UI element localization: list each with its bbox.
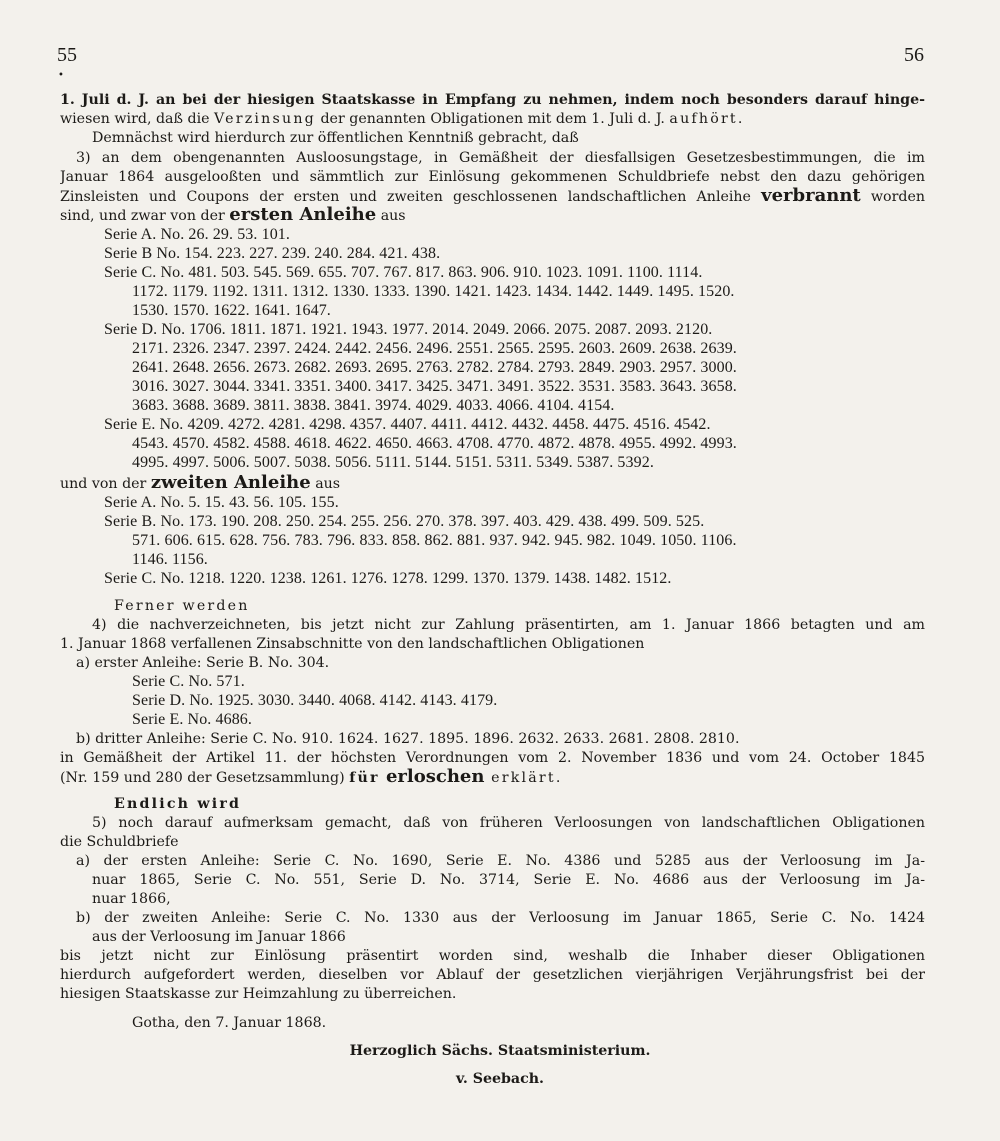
page-number-left: 55 bbox=[57, 44, 77, 66]
para4-line1: 4) die nachverzeichneten, bis jetzt nicht zur Zahlung präsentirten, am 1. Januar 1866 betagten und am bbox=[92, 617, 925, 633]
para1-line1: 1. Juli d. J. an bei der hiesigen Staatskasse in Empfang zu nehmen, indem noch besonders darauf hinge- bbox=[60, 92, 925, 108]
para5-b-line1: b) der zweiten Anleihe: Serie C. No. 1330 aus der Verloosung im Januar 1865, Serie C. No. 1424 bbox=[76, 910, 925, 926]
first-loan-serie-d-cont4: 3683. 3688. 3689. 3811. 3838. 3841. 3974. 4029. 4033. 4066. 4104. 4154. bbox=[132, 397, 615, 414]
first-loan-serie-e-cont2: 4995. 4997. 5006. 5007. 5038. 5056. 5111. 5144. 5151. 5311. 5349. 5387. 5392. bbox=[132, 454, 654, 471]
para5-line5: hiesigen Staatskasse zur Heimzahlung zu überreichen. bbox=[60, 986, 457, 1002]
para3-line1: 3) an dem obengenannten Ausloosungstage, in Gemäßheit der diesfallsigen Gesetzesbestimmungen, die im bbox=[76, 150, 925, 166]
para5-b-line2: aus der Verloosung im Januar 1866 bbox=[92, 929, 346, 945]
margin-mark: • bbox=[58, 70, 64, 81]
para5-line2: die Schuldbriefe bbox=[60, 834, 179, 850]
para4-line2: 1. Januar 1868 verfallenen Zinsabschnitte von den landschaftlichen Obligationen bbox=[60, 636, 645, 652]
signature: v. Seebach. bbox=[456, 1071, 544, 1087]
place-date: Gotha, den 7. Januar 1868. bbox=[132, 1015, 327, 1031]
para3-line3: Zinsleisten und Coupons der ersten und zweiten geschlossenen landschaftlichen Anleihe verbrannt worden bbox=[60, 187, 925, 206]
first-loan-serie-c-cont2: 1530. 1570. 1622. 1641. 1647. bbox=[132, 302, 331, 319]
second-loan-serie-c: Serie C. No. 1218. 1220. 1238. 1261. 1276. 1278. 1299. 1370. 1379. 1438. 1482. 1512. bbox=[104, 570, 672, 587]
first-loan-serie-e-cont1: 4543. 4570. 4582. 4588. 4618. 4622. 4650. 4663. 4708. 4770. 4872. 4878. 4955. 4992. 4993. bbox=[132, 435, 737, 452]
para3-line4: sind, und zwar von der ersten Anleihe aus bbox=[60, 206, 406, 225]
para4-a-line3: Serie D. No. 1925. 3030. 3440. 4068. 4142. 4143. 4179. bbox=[132, 692, 498, 709]
first-loan-serie-d-cont3: 3016. 3027. 3044. 3341. 3351. 3400. 3417. 3425. 3471. 3491. 3522. 3531. 3583. 3643. 3658. bbox=[132, 378, 737, 395]
first-loan-serie-c: Serie C. No. 481. 503. 545. 569. 655. 707. 767. 817. 863. 906. 910. 1023. 1091. 1100. 1114. bbox=[104, 264, 703, 281]
para5-line1: 5) noch darauf aufmerksam gemacht, daß von früheren Verloosungen von landschaftlichen Obligationen bbox=[92, 815, 925, 831]
endlich-heading: Endlich wird bbox=[114, 796, 242, 812]
first-loan-serie-a: Serie A. No. 26. 29. 53. 101. bbox=[104, 226, 291, 243]
first-loan-serie-d-cont1: 2171. 2326. 2347. 2397. 2424. 2442. 2456. 2496. 2551. 2565. 2595. 2603. 2609. 2638. 2639. bbox=[132, 340, 737, 357]
page-number-right: 56 bbox=[904, 44, 924, 66]
second-loan-serie-b: Serie B. No. 173. 190. 208. 250. 254. 255. 256. 270. 378. 397. 403. 429. 438. 499. 509. 525. bbox=[104, 513, 705, 530]
first-loan-serie-d-cont2: 2641. 2648. 2656. 2673. 2682. 2693. 2695. 2763. 2782. 2784. 2793. 2849. 2903. 2957. 3000. bbox=[132, 359, 737, 376]
second-loan-serie-a: Serie A. No. 5. 15. 43. 56. 105. 155. bbox=[104, 494, 339, 511]
para5-line3: bis jetzt nicht zur Einlösung präsentirt worden sind, weshalb die Inhaber dieser Obligationen bbox=[60, 948, 925, 964]
para1-line2: wiesen wird, daß die Verzinsung der genannten Obligationen mit dem 1. Juli d. J. aufhört. bbox=[60, 111, 745, 127]
para4-a-line1: a) erster Anleihe: Serie B. No. 304. bbox=[76, 655, 330, 671]
ministry-name: Herzoglich Sächs. Staatsministerium. bbox=[349, 1043, 651, 1059]
first-loan-serie-b: Serie B No. 154. 223. 227. 239. 240. 284. 421. 438. bbox=[104, 245, 441, 262]
para4-line4: (Nr. 159 und 280 der Gesetzsammlung) für erloschen erklärt. bbox=[60, 768, 563, 787]
para3-line2: Januar 1864 ausgelooßten und sämmtlich zur Einlösung gekommenen Schuldbriefe nebst den dazu gehörigen bbox=[60, 169, 925, 185]
first-loan-serie-e: Serie E. No. 4209. 4272. 4281. 4298. 4357. 4407. 4411. 4412. 4432. 4458. 4475. 4516. 4542. bbox=[104, 416, 711, 433]
para4-a-line4: Serie E. No. 4686. bbox=[132, 711, 253, 728]
para5-a-line1: a) der ersten Anleihe: Serie C. No. 1690, Serie E. No. 4386 und 5285 aus der Verloosung im Ja- bbox=[76, 853, 925, 869]
second-loan-intro: und von der zweiten Anleihe aus bbox=[60, 474, 341, 493]
para5-line4: hierdurch aufgefordert werden, dieselben vor Ablauf der gesetzlichen vierjährigen Verjährungsfrist bei der bbox=[60, 967, 925, 983]
para4-line3: in Gemäßheit der Artikel 11. der höchsten Verordnungen vom 2. November 1836 und vom 24. October 1845 bbox=[60, 750, 925, 766]
para4-b-line1: b) dritter Anleihe: Serie C. No. 910. 1624. 1627. 1895. 1896. 2632. 2633. 2681. 2808. 2810. bbox=[76, 731, 740, 747]
para2-text: Demnächst wird hierdurch zur öffentlichen Kenntniß gebracht, daß bbox=[92, 130, 579, 146]
ferner-heading: Ferner werden bbox=[114, 598, 250, 614]
second-loan-serie-b-cont1: 571. 606. 615. 628. 756. 783. 796. 833. 858. 862. 881. 937. 942. 945. 982. 1049. 1050. 1106. bbox=[132, 532, 737, 549]
para5-a-line2: nuar 1865, Serie C. No. 551, Serie D. No. 3714, Serie E. No. 4686 aus der Verloosung im Ja- bbox=[92, 872, 925, 888]
para5-a-line3: nuar 1866, bbox=[92, 891, 171, 907]
second-loan-serie-b-cont2: 1146. 1156. bbox=[132, 551, 208, 568]
first-loan-serie-c-cont1: 1172. 1179. 1192. 1311. 1312. 1330. 1333. 1390. 1421. 1423. 1434. 1442. 1449. 1495. 1520. bbox=[132, 283, 735, 300]
para4-a-line2: Serie C. No. 571. bbox=[132, 673, 245, 690]
first-loan-serie-d: Serie D. No. 1706. 1811. 1871. 1921. 1943. 1977. 2014. 2049. 2066. 2075. 2087. 2093. 2120. bbox=[104, 321, 713, 338]
